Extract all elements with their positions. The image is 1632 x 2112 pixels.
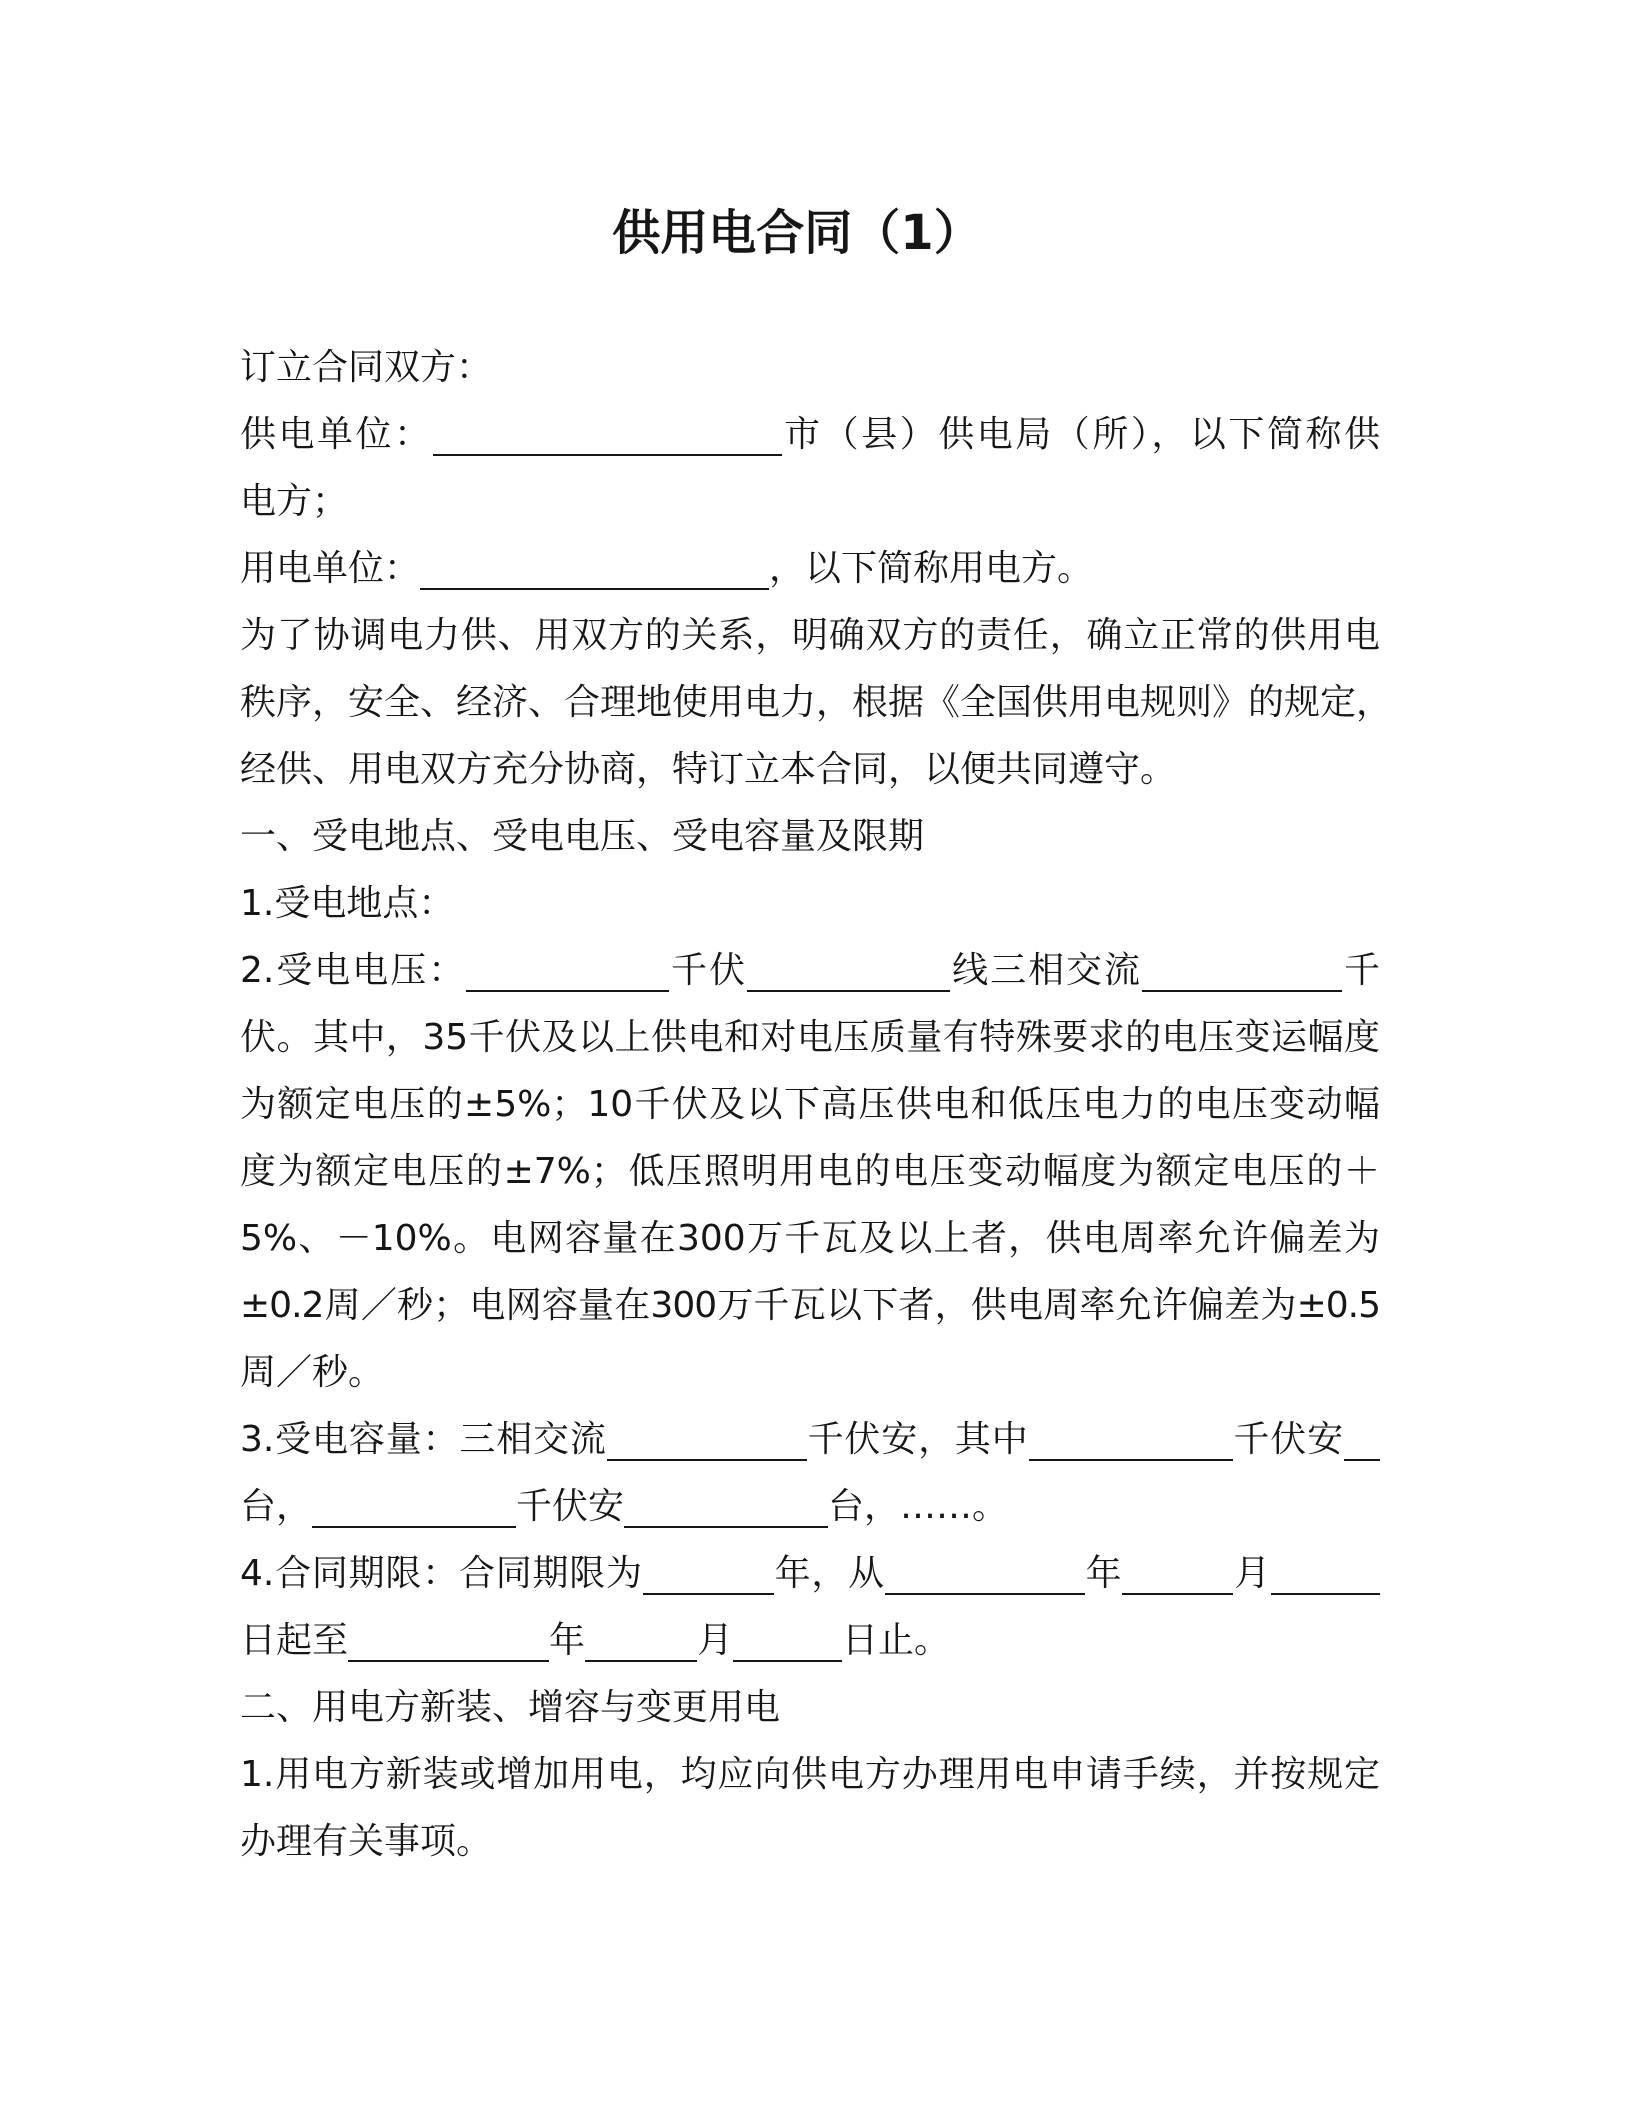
- term-year-unit: 年: [549, 1620, 586, 1661]
- term-month-unit: 月: [1233, 1553, 1271, 1594]
- term-end-day-blank: [733, 1660, 842, 1662]
- preamble-line: 秩序，安全、经济、合理地使用电力，根据《全国供用电规则》的规定，: [240, 682, 1393, 723]
- voltage-line: [240, 937, 1380, 1004]
- voltage-kv-unit: 千伏: [669, 950, 748, 991]
- preamble-line: 经供、用电双方充分协商，特订立本合同，以便共同遵守。: [240, 749, 1177, 790]
- voltage-clause-line: 度为额定电压的±7%；低压照明用电的电压变动幅度为额定电压的＋: [240, 1151, 1380, 1192]
- capacity-unit-2-count-blank: [624, 1526, 828, 1528]
- location-item: 1.受电地点：: [240, 883, 455, 924]
- capacity-line-continued: [240, 1473, 1380, 1540]
- term-end-day-text: 日止。: [842, 1620, 951, 1661]
- consumer-name-blank: [420, 588, 769, 590]
- capacity-label: 3.受电容量：三相交流: [240, 1419, 607, 1460]
- voltage-line-end: 千: [1342, 950, 1380, 991]
- capacity-kva-text: 千伏安，其中: [806, 1419, 1029, 1460]
- voltage-clause-line: ±0.2周／秒；电网容量在300万千瓦以下者，供电周率允许偏差为±0.5: [240, 1285, 1380, 1326]
- capacity-kva-unit: 千伏安: [1232, 1419, 1344, 1460]
- supplier-name-blank: [433, 454, 782, 456]
- voltage-kv-blank: [466, 990, 669, 992]
- capacity-count-unit: 台，: [240, 1486, 313, 1527]
- preamble-line: 为了协调电力供、用双方的关系，明确双方的责任，确立正常的供用电: [240, 615, 1380, 656]
- voltage-clause-line: 为额定电压的±5%；10千伏及以下高压供电和低压电力的电压变动幅: [240, 1084, 1380, 1125]
- section-1-heading: 一、受电地点、受电电压、受电容量及限期: [240, 816, 925, 857]
- capacity-unit-2-kva-blank: [312, 1526, 516, 1528]
- term-years-blank: [643, 1593, 774, 1595]
- capacity-unit-1-count-blank: [1344, 1459, 1380, 1461]
- voltage-label: 2.受电电压：: [240, 950, 467, 991]
- consumer-line: [240, 535, 1380, 602]
- capacity-line: [240, 1406, 1380, 1473]
- term-end-year-blank: [348, 1660, 549, 1662]
- term-end-month-blank: [585, 1660, 697, 1662]
- supplier-label: 供电单位：: [240, 414, 433, 455]
- consumer-description: ，以下简称用电方。: [769, 548, 1094, 589]
- term-start-day-text: 日起至: [240, 1620, 349, 1661]
- capacity-kva-unit: 千伏安: [516, 1486, 625, 1527]
- voltage-clause-line: 伏。其中，35千伏及以上供电和对电压质量有特殊要求的电压变运幅度: [240, 1017, 1380, 1058]
- section-2-heading: 二、用电方新装、增容与变更用电: [240, 1687, 781, 1728]
- supplier-line-continued: 电方；: [240, 481, 349, 522]
- voltage-three-phase-text: 线三相交流: [950, 950, 1142, 991]
- capacity-unit-1-kva-blank: [1029, 1459, 1233, 1461]
- supplier-description: 市（县）供电局（所），以下简称供: [781, 414, 1380, 455]
- voltage-wire-blank: [747, 990, 950, 992]
- section-2-item-line: 办理有关事项。: [240, 1821, 493, 1862]
- consumer-label: 用电单位：: [240, 548, 421, 589]
- term-line: [240, 1540, 1380, 1607]
- term-start-month-blank: [1122, 1593, 1233, 1595]
- term-year-from-text: 年，从: [773, 1553, 885, 1594]
- capacity-line-end: 台，……。: [828, 1486, 1009, 1527]
- term-start-year-blank: [885, 1593, 1085, 1595]
- term-year-unit: 年: [1084, 1553, 1123, 1594]
- supplier-line: [240, 401, 1380, 468]
- term-start-day-blank: [1271, 1593, 1380, 1595]
- term-label: 4.合同期限：合同期限为: [240, 1553, 643, 1594]
- document-title: 供用电合同（1）: [612, 205, 982, 261]
- voltage-clause-line: 5%、－10%。电网容量在300万千瓦及以上者，供电周率允许偏差为: [240, 1218, 1380, 1259]
- term-line-continued: [240, 1607, 1380, 1674]
- voltage-ac-kv-blank: [1142, 990, 1342, 992]
- parties-heading: 订立合同双方：: [240, 347, 493, 388]
- voltage-clause-line: 周／秒。: [240, 1352, 385, 1393]
- section-2-item-line: 1.用电方新装或增加用电，均应向供电方办理用电申请手续，并按规定: [240, 1754, 1380, 1795]
- term-month-unit: 月: [697, 1620, 734, 1661]
- capacity-total-kva-blank: [607, 1459, 807, 1461]
- document-body: [240, 334, 1393, 1875]
